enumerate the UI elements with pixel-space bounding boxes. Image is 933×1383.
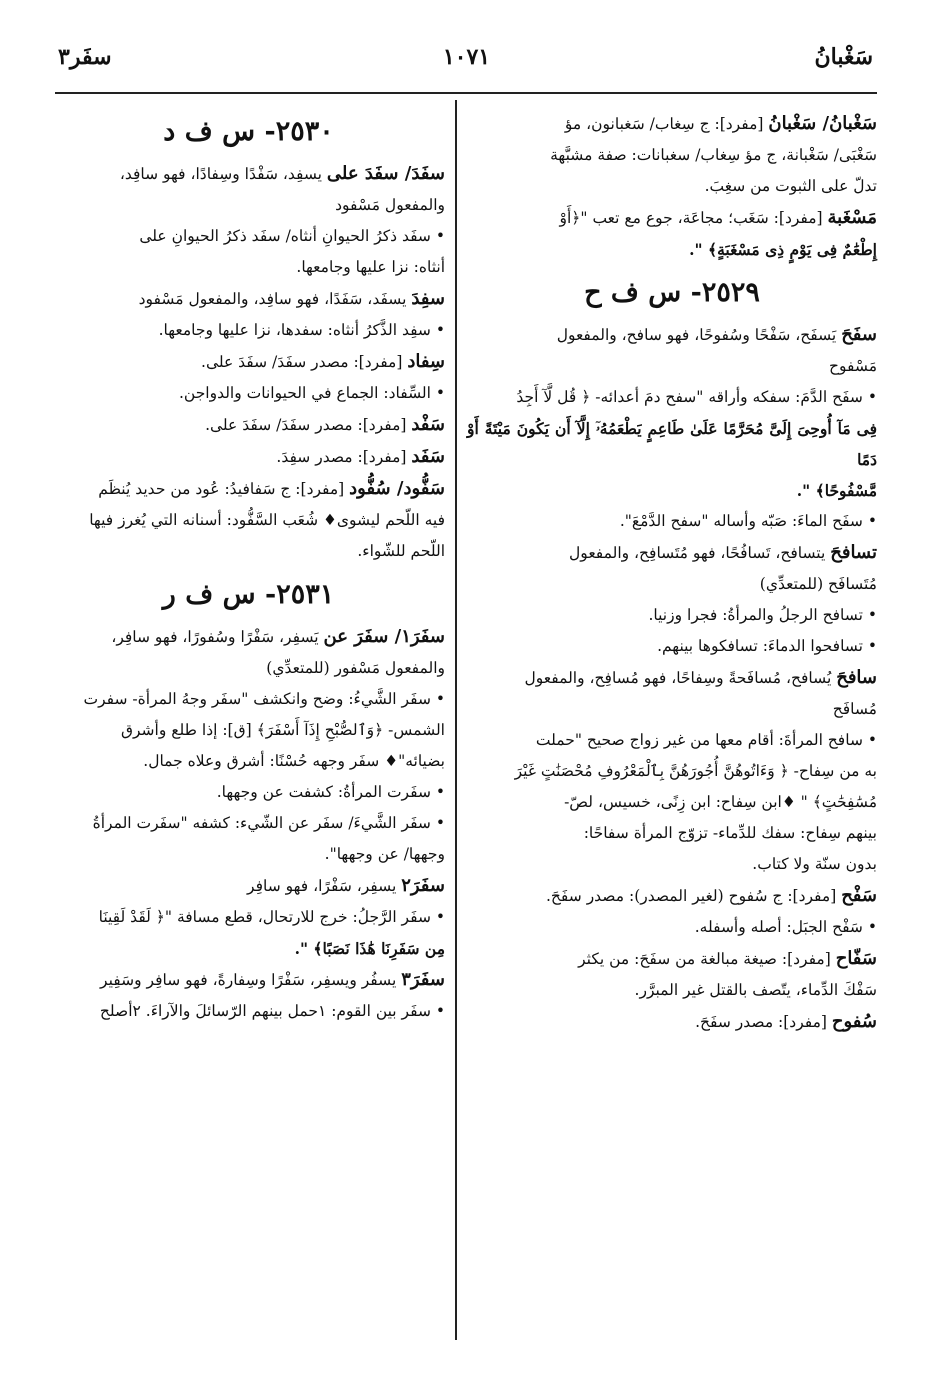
entry-headword: سفَرَ١/ سفَرَ عن [323,626,445,647]
text-line: اللّحم للشّواء. [357,542,445,560]
header-running-head-right: سَغْبانُ [814,44,873,70]
entry-headword: سفَرَ٢ [401,875,445,896]
entry-headword: تسافحَ [830,542,877,563]
text-line: • سفَح الدَّمَ: سفكه وأراقه "سفح دمَ أعدائه- ﴿ قُل لَّآ أَجِدُ [516,388,877,406]
text-line: • تسافحوا الدماءَ: تسافكوها بينهم. [657,637,877,655]
text-line: أنثاه: نزا عليها وجامعها. [296,258,445,276]
text-line: مُتَسافَح (للمتعدِّي) [759,575,877,593]
entry-line [52,870,445,902]
text-line: • سفَح الماءَ: صَبّه وأساله "سفح الدَّمْعَ". [619,512,877,530]
text-line: بدون سنّة ولا كتاب. [752,855,877,873]
entry-headword: سَفّاح [835,948,877,969]
text-line: • سفَر الشَّيءُ: وضح وانكشف "سفَر وجهُ المرأة- سفرت [83,690,445,708]
text-line: • سفَد ذكرُ الحيوانِ أنثاه/ سفَد ذكرُ الحيوانِ على [139,227,445,245]
entry-line [467,537,877,569]
text-line: سَغْبَى/ سَغْبانة، ج مؤ سِغاب/ سغبانات: صفة مشبَّهة [550,146,877,164]
entry-line [467,319,877,351]
entry-headword: سَفَد [411,446,445,467]
header-running-head-left: سفَر٣ [58,44,112,70]
entry-line [52,409,445,441]
entry-definition: يَسفِر، سَفْرًا وسُفورًا، فهو سافِر، [111,628,324,646]
entry-definition: [مفرد]: ج سُفوح (لغير المصدر): مصدر سفَحَ. [546,887,842,905]
entry-definition: يسفِد، سَفْدًا وسِفادًا، فهو سافِد، [119,165,327,183]
entry-line [52,346,445,378]
text-line: • سفَر بين القوم: ١حمل بينهم الرّسائلَ والآراءَ. ٢أصلح [99,1002,445,1020]
text-line: تدلّ على الثبوت من سغِبَ. [704,177,877,195]
text-line: والمفعول مَسْفود [335,196,445,214]
quran-verse-line: فِى مَآ أُوحِىَ إِلَىَّ مُحَرَّمًا عَلَىٰ طَاعِمٍ يَطْعَمُهُۥٓ إِلَّآ أَن يَكُونَ مَيْتَةً أَوْ دَمًا [467,419,877,469]
entry-headword: سِفاد [407,351,445,372]
left-column [52,108,445,1027]
entry-definition: يسفُر ويسفِر، سَفْرًا وسِفارةً، فهو سافِر وسَفِير [100,971,402,989]
column-divider [455,100,457,1340]
section-heading: ٢٥٢٩- س ف ح [584,277,760,308]
entry-line [467,943,877,975]
text-line: مُسافَح [832,700,877,718]
quran-verse-line: مَّسْفُوحًا﴾ ". [796,481,877,500]
entry-definition: [مفرد]: مصدر سفَحَ. [695,1013,832,1031]
entry-line [52,621,445,653]
page-number: ١٠٧١ [442,44,491,70]
text-line: وجهها/ عن وجهها". [324,845,445,863]
entry-line [52,441,445,473]
entry-headword: سفَحَ [841,324,877,345]
entry-line [467,202,877,234]
text-line: مُسَٰفِحَٰتٍ﴾ " ♦ابن سِفاح: ابن زِنًى، خسيس، لصّ- [564,793,877,811]
entry-definition: يتسافح، تَسافُحًا، فهو مُتَسافِح، والمفعول [569,544,831,562]
entry-line [52,158,445,190]
text-line: بضيائه"♦ سفَر وجهه حُسْنًا: أشرق وعلاه جمال. [143,752,445,770]
entry-headword: سَفُّود/ سُفُّود [349,478,445,499]
entry-definition: يَسفَح، سَفْحًا وسُفوحًا، فهو سافح، والمفعول [556,326,842,344]
entry-definition: [مفرد]: مصدر سفِدَ. [276,448,412,466]
entry-definition: يسفَد، سَفَدًا، فهو سافِد، والمفعول مَسْفود [138,290,412,308]
text-line: • سَفْح الجبَل: أصله وأسفله. [694,918,877,936]
section-heading: ٢٥٣٠- س ف د [163,116,334,147]
right-column [467,108,877,1038]
text-line: • سفَرت المرأةُ: كشفت عن وجهها. [216,783,445,801]
quran-verse-line: إِطْعَٰمٌ فِى يَوْمٍ ذِى مَسْغَبَةٍ﴾ ". [689,240,877,259]
entry-headword: سافحَ [836,667,877,688]
entry-definition: [مفرد]: ج سَفافيدُ: عُود من حديد يُنظَم [98,480,350,498]
text-line: • السِّفاد: الجماع في الحيوانات والدواجن. [178,384,445,402]
text-line: مَسْفوح [829,357,877,375]
entry-line [467,1006,877,1038]
text-line: • سفَر الرَّجلُ: خرج للارتحال، قطع مسافة "﴿ لَقَدْ لَقِينَا [98,908,445,926]
header-rule [55,92,877,94]
entry-headword: سفِدَ [411,288,445,309]
text-line: به من سِفاح- ﴿ وَءَاتُوهُنَّ أُجُورَهُنَّ بِٱلْمَعْرُوفِ مُحْصَنَٰتٍ غَيْرَ [514,762,877,780]
section-heading: ٢٥٣١- س ف ر [162,579,335,610]
text-line: • سفَر الشَّيءَ/ سفَر عن الشّيء: كشفه "سفَرت المرأةُ [92,814,445,832]
text-line: بينهم سِفاح: سفك للدِّماء- تزوّج المرأة سفاحًا: [583,824,877,842]
text-line: سَفْكَ الدِّماء، يتّصف بالقتل غير المبرَّر. [634,981,877,999]
entry-definition: [مفرد]: مصدر سفَدَ/ سفَدَ على. [201,353,408,371]
entry-definition: [مفرد]: صيغة مبالغة من سفَحَ: من يكثر [578,950,836,968]
text-line: والمفعول مَسْفور (للمتعدِّي) [266,659,445,677]
entry-definition: يُسافح، مُسافَحةً وسِفاحًا، فهو مُسافِح، والمفعول [524,669,837,687]
quran-verse-line: مِن سَفَرِنَا هَٰذَا نَصَبًا﴾ ". [294,939,445,958]
entry-line [467,108,877,140]
text-line: • سافح المرأةَ: أقام معها من غير زواج صحيح "حملت [535,731,877,749]
entry-line [52,964,445,996]
text-line: الشمس- ﴿وَٱلصُّبْحِ إِذَآ أَسْفَرَ﴾ [ق]: إذا طلع وأشرق [120,721,445,739]
entry-line [467,880,877,912]
text-line: فيه اللّحم ليشوى♦ شُعَب السَّفُّود: أسنانه التي يُغرز فيها [89,511,445,529]
entry-headword: سُفوح [831,1011,877,1032]
text-line: • سفِد الذَّكرُ أنثاه: سفدها، نزا عليها وجامعها. [158,321,445,339]
entry-definition: [مفرد]: مصدر سفَدَ/ سفَدَ على. [205,416,412,434]
entry-headword: سفَدَ/ سفَدَ على [326,163,445,184]
entry-line [52,473,445,505]
entry-headword: سَفْد [411,414,445,435]
entry-definition: يسفِر، سَفْرًا، فهو سافِر [247,877,402,895]
text-line: • تسافح الرجلُ والمرأةُ: فجرا وزنيا. [648,606,877,624]
entry-definition: [مفرد]: سَغَب؛ مجاعَة، جوع مع تعب "﴿أَوْ [559,209,828,227]
entry-headword: مَسْغَبة [827,207,877,228]
entry-line [52,283,445,315]
entry-headword: سفَرَ٣ [401,969,445,990]
entry-headword: سَفْح [841,885,877,906]
entry-headword: سَغْبانُ/ سَغْبانُ [768,113,877,134]
entry-definition: [مفرد]: ج سِغاب/ سَغبانون، مؤ [564,115,769,133]
entry-line [467,662,877,694]
